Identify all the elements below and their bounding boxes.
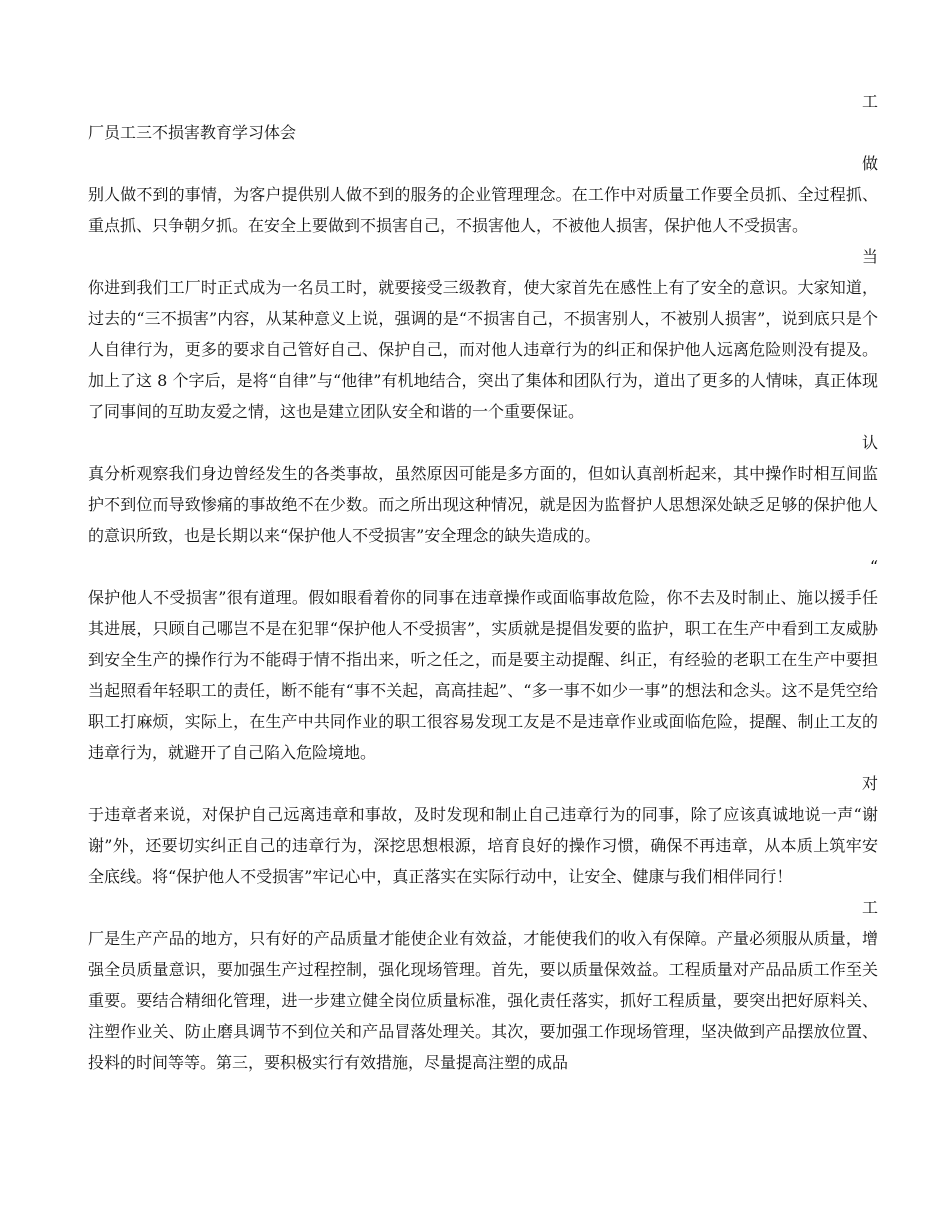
paragraph-lead-char: 对 (861, 774, 878, 793)
paragraph-text: 于违章者来说，对保护自己远离违章和事故，及时发现和制止自己违章行为的同事，除了应该真诚地说一声“谢谢”外，还要切实纠正自己的违章行为，深挖思想根源，培育良好的操作习惯，确保不再违章，从本质上筑牢安全底线。将“保护他人不受损害”牢记心中，真正落实在实际行动中，让安全、健康与我们相伴同行！ (88, 805, 878, 886)
paragraph-text: 厂是生产产品的地方，只有好的产品质量才能使企业有效益，才能使我们的收入有保障。产量必须服从质量，增强全员质量意识，要加强生产过程控制，强化现场管理。首先，要以质量保效益。工程质量对产品品质工作至关重要。要结合精细化管理，进一步建立健全岗位质量标准，强化责任落实，抓好工程质量，要突出把好原料关、注塑作业关、防止磨具调节不到位关和产品冒落处理关。其次，要加强工作现场管理，坚决做到产品摆放位置、投料的时间等等。第三，要积极实行有效措施，尽量提高注塑的成品 (88, 929, 878, 1072)
paragraph-block (88, 427, 878, 551)
paragraph-block (88, 551, 878, 768)
paragraph-block (88, 768, 878, 892)
document-body (88, 86, 878, 1078)
paragraph-block (88, 892, 878, 1078)
document-title: 厂员工三不损害教育学习体会 (88, 123, 297, 142)
paragraph-block (88, 86, 878, 148)
paragraph-lead-char: “ (869, 557, 878, 576)
paragraph-lead-char: 工 (861, 92, 878, 111)
paragraph-text: 保护他人不受损害”很有道理。假如眼看着你的同事在违章操作或面临事故危险，你不去及时制止、施以援手任其进展，只顾自己哪岂不是在犯罪“保护他人不受损害”，实质就是提倡发要的监护，职工在生产中看到工友威胁到安全生产的操作行为不能碍于情不指出来，听之任之，而是要主动提醒、纠正，有经验的老职工在生产中要担当起照看年轻职工的责任，断不能有“事不关起，高高挂起”、“多一事不如少一事”的想法和念头。这不是凭空给职工打麻烦，实际上，在生产中共同作业的职工很容易发现工友是不是违章作业或面临危险，提醒、制止工友的违章行为，就避开了自己陷入危险境地。 (88, 588, 878, 762)
paragraph-lead-char: 认 (861, 433, 878, 452)
paragraph-text: 别人做不到的事情，为客户提供别人做不到的服务的企业管理理念。在工作中对质量工作要全员抓、全过程抓、重点抓、只争朝夕抓。在安全上要做到不损害自己，不损害他人，不被他人损害，保护他人不受损害。 (88, 185, 878, 235)
paragraph-block (88, 241, 878, 427)
paragraph-text: 你进到我们工厂时正式成为一名员工时，就要接受三级教育，使大家首先在感性上有了安全的意识。大家知道，过去的“三不损害”内容，从某种意义上说，强调的是“不损害自己，不损害别人，不被别人损害”，说到底只是个人自律行为，更多的要求自己管好自己、保护自己，而对他人违章行为的纠正和保护他人远离危险则没有提及。加上了这 8 个字后，是将“自律”与“他律”有机地结合，突出了集体和团队行为，道出了更多的人情味，真正体现了同事间的互助友爱之情，这也是建立团队安全和谐的一个重要保证。 (88, 278, 878, 421)
paragraph-lead-char: 工 (861, 898, 878, 917)
paragraph-text: 真分析观察我们身边曾经发生的各类事故，虽然原因可能是多方面的，但如认真剖析起来，其中操作时相互间监护不到位而导致惨痛的事故绝不在少数。而之所出现这种情况，就是因为监督护人思想深处缺乏足够的保护他人的意识所致，也是长期以来“保护他人不受损害”安全理念的缺失造成的。 (88, 464, 878, 545)
paragraph-lead-char: 做 (861, 154, 878, 173)
paragraph-lead-char: 当 (861, 247, 878, 266)
paragraph-block (88, 148, 878, 241)
